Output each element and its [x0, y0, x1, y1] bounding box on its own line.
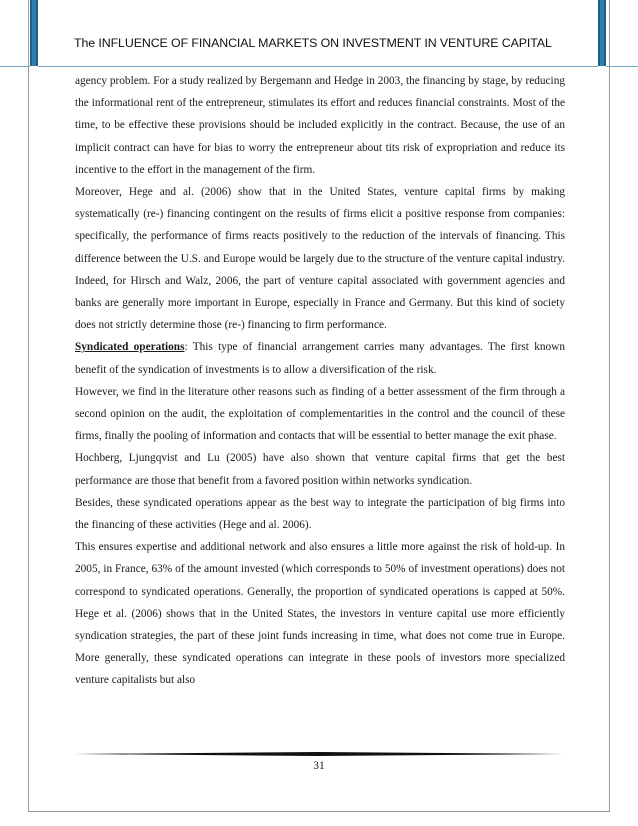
running-header-title: The INFLUENCE OF FINANCIAL MARKETS ON INVESTMENT IN VENTURE CAPITAL [74, 36, 552, 50]
header-rule [38, 66, 598, 67]
body-text [75, 70, 565, 692]
paragraph-text: : This type of financial arrangement carries many advantages. The first known benefit of the syndication of investments is to allow a diversification of the risk. [75, 341, 565, 376]
paragraph: agency problem. For a study realized by Bergemann and Hedge in 2003, the financing by stage, by reducing the informational rent of the entrepreneur, stimulates its effort and reduces financial constraints. Most of the time, to be effective these provisions should be included explicitly in the contract. Because, the use of an implicit contract can have for bias to worry the entrepreneur about tits risk of expropriation and reduce its incentive to the effort in the management of the firm. [75, 75, 565, 176]
footer-rule [74, 752, 564, 756]
paragraph [75, 336, 565, 380]
paragraph: However, we find in the literature other reasons such as finding of a better assessment of the firm through a second opinion on the audit, the exploitation of complementarities in the control and the council of these firms, finally the pooling of information and contacts that will be essential to better manage the exit phase. [75, 385, 565, 443]
paragraph: Moreover, Hege and al. (2006) show that in the United States, venture capital firms by making systematically (re-) financing contingent on the results of firms elicit a positive response from companies: specifically, the performance of firms reacts positively to the reduction of the intervals of financing. This difference between the U.S. and Europe would be largely due to the structure of the venture capital industry. Indeed, for Hirsch and Walz, 2006, the part of venture capital associated with government agencies and banks are generally more important in Europe, especially in France and Germany. But this kind of society does not strictly determine those (re-) financing to firm performance. [75, 186, 565, 332]
header-rule [0, 66, 30, 67]
header-accent-bar-right [598, 0, 606, 66]
paragraph: Besides, these syndicated operations appear as the best way to integrate the participation of big firms into the financing of these activities (Hege and al. 2006). [75, 496, 565, 532]
paragraph: This ensures expertise and additional network and also ensures a little more against the risk of hold-up. In 2005, in France, 63% of the amount invested (which corresponds to 50% of investment operations) does not correspond to syndicated operations. Generally, the proportion of syndicated operations is capped at 50%. Hege et al. (2006) shows that in the United States, the investors in venture capital use more efficiently syndication strategies, the part of these joint funds increasing in time, what does not come true in Europe. More generally, these syndicated operations can integrate in these pools of investors more specialized venture capitalists but also [75, 541, 565, 687]
header-accent-bar-left [30, 0, 38, 66]
section-heading-syndicated-operations: Syndicated operations [75, 341, 185, 354]
page-number: 31 [313, 760, 325, 772]
paragraph: Hochberg, Ljungqvist and Lu (2005) have also shown that venture capital firms that get the best performance are those that benefit from a favored position within networks syndication. [75, 452, 565, 487]
header-rule [606, 66, 638, 67]
